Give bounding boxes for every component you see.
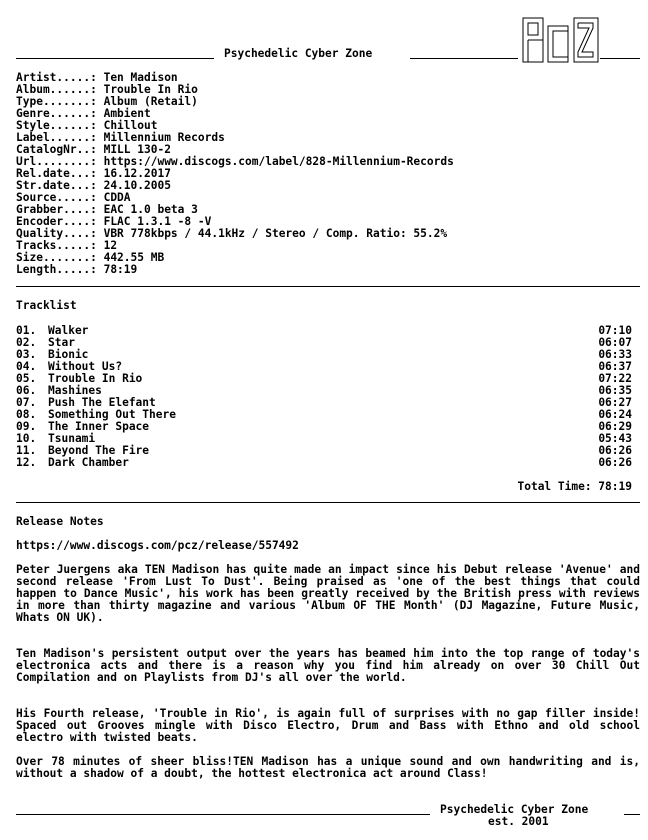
track-row <box>16 432 632 444</box>
track-number: 10. <box>16 432 37 445</box>
footer-rule-left <box>16 814 430 815</box>
info-value: MILL 130-2 <box>103 143 171 156</box>
info-separator: : <box>90 203 104 216</box>
info-key: Str.date... <box>16 179 91 192</box>
info-key: Encoder.... <box>16 215 91 228</box>
info-separator: : <box>90 95 104 108</box>
footer-rule-right <box>624 814 640 815</box>
info-value: CDDA <box>103 191 131 204</box>
track-number: 07. <box>16 396 37 409</box>
track-number: 03. <box>16 348 37 361</box>
tracklist-heading: Tracklist <box>16 299 77 312</box>
info-key: Genre...... <box>16 107 91 120</box>
info-key: Tracks..... <box>16 239 91 252</box>
track-duration: 06:27 <box>598 396 632 409</box>
info-key: Artist..... <box>16 71 91 84</box>
info-value: VBR 778kbps / 44.1kHz / Stereo / Comp. Ratio: 55.2% <box>103 227 448 240</box>
footer-est: est. 2001 <box>488 815 549 828</box>
track-number: 05. <box>16 372 37 385</box>
track-row <box>16 336 632 348</box>
track-duration: 07:10 <box>598 324 632 337</box>
header-title: Psychedelic Cyber Zone <box>224 47 373 60</box>
track-duration: 06:37 <box>598 360 632 373</box>
info-key: Type....... <box>16 95 91 108</box>
info-separator: : <box>90 191 104 204</box>
track-row <box>16 324 632 336</box>
track-name: Mashines <box>48 384 102 397</box>
info-value: Trouble In Rio <box>103 83 198 96</box>
header-rule-left <box>16 58 214 59</box>
info-key: Quality.... <box>16 227 91 240</box>
info-separator: : <box>90 227 104 240</box>
track-name: Bionic <box>48 348 89 361</box>
info-value: https://www.discogs.com/label/828-Millennium-Records <box>103 155 454 168</box>
notes-paragraph: Ten Madison's persistent output over the years has beamed him into the top range of today's electronica acts and there is a reason why you find him already on over 30 Chill Out Compilation and on Playlists from DJ's all over the world. <box>16 647 640 684</box>
track-duration: 06:29 <box>598 420 632 433</box>
track-duration: 06:33 <box>598 348 632 361</box>
info-separator: : <box>90 251 104 264</box>
header-rule-right <box>600 58 640 59</box>
info-value: EAC 1.0 beta 3 <box>103 203 198 216</box>
info-key: Source..... <box>16 191 91 204</box>
info-separator: : <box>90 119 104 132</box>
track-row <box>16 360 632 372</box>
track-name: Star <box>48 336 75 349</box>
info-separator: : <box>90 179 104 192</box>
info-separator: : <box>90 215 104 228</box>
notes-paragraph: Over 78 minutes of sheer bliss!TEN Madison has a unique sound and own handwriting and is, without a shadow of a doubt, the hottest electronica act around Class! <box>16 755 640 780</box>
track-name: Beyond The Fire <box>48 444 150 457</box>
info-separator: : <box>90 107 104 120</box>
info-value: 24.10.2005 <box>103 179 171 192</box>
info-value: 16.12.2017 <box>103 167 171 180</box>
info-value: 78:19 <box>103 263 138 276</box>
track-number: 01. <box>16 324 37 337</box>
track-row <box>16 372 632 384</box>
divider <box>16 286 640 287</box>
notes-paragraph: Peter Juergens aka TEN Madison has quite made an impact since his Debut release 'Avenue' and second release 'From Lust To Dust'. Being praised as 'one of the best things that could happen to Dance Music', his work has been greatly received by the British press with reviews in more than thirty magazine and various 'Album OF THE Month' (DJ Magazine, Future Music, Whats ON UK). <box>16 563 640 624</box>
info-key: Size....... <box>16 251 91 264</box>
track-duration: 07:22 <box>598 372 632 385</box>
info-separator: : <box>90 71 104 84</box>
track-row <box>16 396 632 408</box>
track-duration: 06:07 <box>598 336 632 349</box>
track-name: Without Us? <box>48 360 123 373</box>
info-separator: : <box>90 143 104 156</box>
info-separator: : <box>90 83 104 96</box>
info-row <box>16 264 137 276</box>
info-separator: : <box>90 155 104 168</box>
info-key: Grabber.... <box>16 203 91 216</box>
track-duration: 06:26 <box>598 444 632 457</box>
info-key: Label...... <box>16 131 91 144</box>
track-name: Push The Elefant <box>48 396 156 409</box>
track-row <box>16 408 632 420</box>
track-row <box>16 384 632 396</box>
info-key: Length..... <box>16 263 91 276</box>
info-key: Album...... <box>16 83 91 96</box>
info-value: Chillout <box>103 119 158 132</box>
footer-title: Psychedelic Cyber Zone <box>440 803 589 816</box>
track-number: 09. <box>16 420 37 433</box>
info-separator: : <box>90 263 104 276</box>
info-key: Rel.date... <box>16 167 91 180</box>
track-number: 08. <box>16 408 37 421</box>
header-rule-middle <box>410 58 518 59</box>
track-number: 11. <box>16 444 37 457</box>
info-separator: : <box>90 167 104 180</box>
divider <box>16 502 640 503</box>
track-name: Walker <box>48 324 89 337</box>
info-value: 12 <box>103 239 118 252</box>
track-number: 06. <box>16 384 37 397</box>
info-separator: : <box>90 131 104 144</box>
track-row <box>16 456 632 468</box>
track-number: 02. <box>16 336 37 349</box>
info-value: Album (Retail) <box>103 95 198 108</box>
track-number: 12. <box>16 456 37 469</box>
track-duration: 06:35 <box>598 384 632 397</box>
info-separator: : <box>90 239 104 252</box>
track-name: Dark Chamber <box>48 456 129 469</box>
info-value: Ambient <box>103 107 151 120</box>
track-name: The Inner Space <box>48 420 150 433</box>
info-value: Ten Madison <box>103 71 178 84</box>
notes-paragraph: His Fourth release, 'Trouble in Rio', is again full of surprises with no gap filler inside! Spaced out Grooves mingle with Disco Electro, Drum and Bass with Ethno and old school electro with twisted beats. <box>16 707 640 744</box>
track-row <box>16 348 632 360</box>
track-name: Trouble In Rio <box>48 372 143 385</box>
track-name: Tsunami <box>48 432 96 445</box>
release-notes-url: https://www.discogs.com/pcz/release/557492 <box>16 539 299 552</box>
track-row <box>16 420 632 432</box>
track-duration: 06:24 <box>598 408 632 421</box>
info-key: Url........ <box>16 155 91 168</box>
info-key: CatalogNr.. <box>16 143 91 156</box>
track-row <box>16 444 632 456</box>
release-notes-heading: Release Notes <box>16 515 104 528</box>
track-number: 04. <box>16 360 37 373</box>
pcz-logo-icon <box>522 16 600 64</box>
info-value: 442.55 MB <box>103 251 165 264</box>
info-value: Millennium Records <box>103 131 225 144</box>
total-time: Total Time: 78:19 <box>517 480 632 493</box>
track-duration: 06:26 <box>598 456 632 469</box>
track-duration: 05:43 <box>598 432 632 445</box>
info-value: FLAC 1.3.1 -8 -V <box>103 215 212 228</box>
track-name: Something Out There <box>48 408 176 421</box>
info-key: Style...... <box>16 119 91 132</box>
